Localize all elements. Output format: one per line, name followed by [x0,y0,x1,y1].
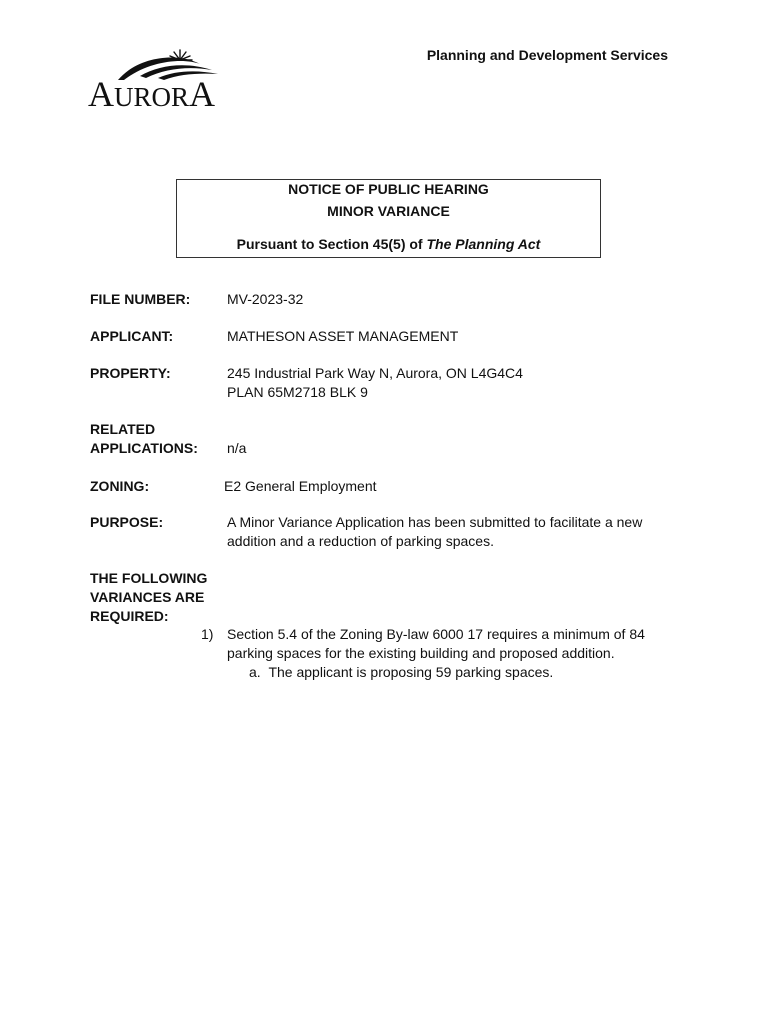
notice-title-box [176,179,601,258]
notice-authority: Pursuant to Section 45(5) of The Planning Act [236,236,541,252]
property-label: PROPERTY: [90,365,171,381]
variances-label-line3: REQUIRED: [90,608,169,624]
applicant-label: APPLICANT: [90,328,174,344]
logo-wordmark: AURORA [88,74,216,114]
notice-subtitle: MINOR VARIANCE [327,203,450,219]
variance-text-line2: parking spaces for the existing building and proposed addition. [227,645,615,661]
variances-label-line1: THE FOLLOWING [90,570,208,586]
act-name: The Planning Act [426,236,541,252]
related-value: n/a [227,440,247,456]
variance-sub-item [249,663,553,682]
variance-number: 1) [201,626,214,642]
purpose-value-line1: A Minor Variance Application has been submitted to facilitate a new [227,514,643,530]
purpose-label: PURPOSE: [90,514,164,530]
property-address: 245 Industrial Park Way N, Aurora, ON L4G4C4 [227,365,523,381]
file-number-label: FILE NUMBER: [90,291,191,307]
notice-title: NOTICE OF PUBLIC HEARING [288,181,489,197]
variance-text-line1: Section 5.4 of the Zoning By-law 6000 17 requires a minimum of 84 [227,626,645,642]
aurora-logo [88,46,254,114]
department-name: Planning and Development Services [426,47,668,63]
file-number-value: MV-2023-32 [227,291,304,307]
zoning-label: ZONING: [90,478,150,494]
variances-label-line2: VARIANCES ARE [90,589,205,605]
purpose-value-line2: addition and a reduction of parking spaces. [227,533,494,549]
related-label-line1: RELATED [90,421,156,437]
sub-item-text: The applicant is proposing 59 parking spaces. [268,664,554,680]
related-label-line2: APPLICATIONS: [90,440,198,456]
applicant-value: MATHESON ASSET MANAGEMENT [227,328,459,344]
sub-item-marker: a. [249,664,261,680]
property-plan: PLAN 65M2718 BLK 9 [227,384,368,400]
zoning-value: E2 General Employment [224,478,377,494]
